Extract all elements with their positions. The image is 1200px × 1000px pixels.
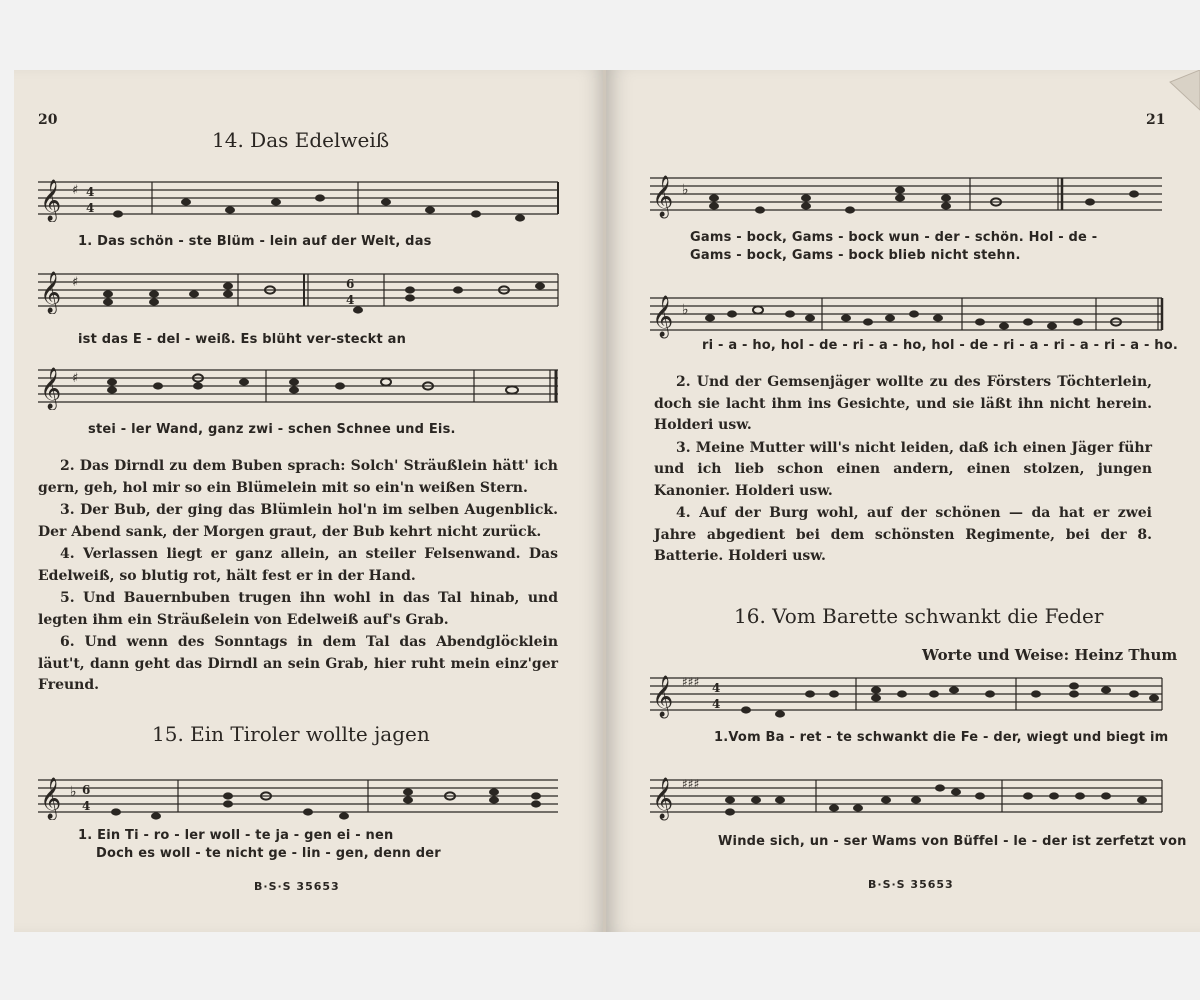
svg-text:♯♯♯: ♯♯♯: [682, 777, 700, 791]
page-number: 21: [1146, 112, 1166, 128]
song-title: 15. Ein Tiroler wollte jagen: [152, 722, 430, 746]
verse: 5. Und Bauernbuben trugen ihn wohl in das Tal hinab, und legten ihm ein Sträußelein von Edelweiß auf's Grab.: [38, 590, 558, 628]
svg-text:𝄞: 𝄞: [652, 676, 674, 717]
svg-text:♭: ♭: [682, 182, 689, 198]
lyric-line: Doch es woll - te nicht ge - lin - gen, denn der: [96, 846, 441, 861]
svg-text:𝄞: 𝄞: [40, 778, 62, 819]
svg-text:♯: ♯: [72, 275, 79, 290]
lyric-line: Gams - bock, Gams - bock wun - der - schön. Hol - de -: [690, 230, 1098, 245]
svg-text:♭: ♭: [682, 302, 689, 318]
svg-text:6: 6: [346, 277, 355, 291]
svg-text:♭: ♭: [70, 784, 77, 800]
verses-song14-cont: [654, 372, 1152, 569]
page-number: 20: [38, 112, 58, 128]
svg-text:♯: ♯: [72, 183, 79, 198]
verse: 2. Und der Gemsenjäger wollte zu des Försters Töchterlein, doch sie lacht ihm ins Gesichte, und sie läßt ihn nicht herein. Holderi usw.: [654, 374, 1152, 433]
verse: 6. Und wenn des Sonntags in dem Tal das Abendglöcklein läut't, dann geht das Dirndl an sein Grab, hier ruht mein einz'ger Freund.: [38, 634, 558, 693]
svg-text:𝄞: 𝄞: [652, 778, 674, 819]
svg-text:♯: ♯: [72, 371, 79, 386]
svg-text:𝄞: 𝄞: [40, 180, 62, 221]
lyric-line: ist das E - del - weiß. Es blüht ver-steckt an: [78, 332, 407, 347]
svg-text:6: 6: [82, 783, 91, 797]
svg-text:4: 4: [82, 799, 91, 813]
svg-text:𝄞: 𝄞: [652, 296, 674, 337]
lyric-line: 1.Vom Ba - ret - te schwankt die Fe - der, wiegt und biegt im: [714, 730, 1169, 745]
lyric-line: 1. Ein Ti - ro - ler woll - te ja - gen ei - nen: [78, 828, 394, 843]
verse: 2. Das Dirndl zu dem Buben sprach: Solch' Sträußlein hätt' ich gern, geh, hol mir so ein Blümelein mit so ein'n weißen Stern.: [38, 458, 558, 496]
right-page: [606, 70, 1200, 932]
svg-text:♯♯♯: ♯♯♯: [682, 675, 700, 689]
page-footer: B·S·S 35653: [254, 880, 340, 893]
verse: 4. Auf der Burg wohl, auf der schönen — da hat er zwei Jahre abgedient bei dem schönsten Regimente, bei der 8. Batterie. Holderi usw.: [654, 505, 1152, 564]
svg-text:𝄞: 𝄞: [40, 272, 62, 313]
lyric-line: stei - ler Wand, ganz zwi - schen Schnee und Eis.: [88, 422, 456, 437]
svg-text:4: 4: [86, 201, 95, 215]
verses-song14: [38, 456, 558, 698]
verse: 3. Der Bub, der ging das Blümlein hol'n im selben Augenblick. Der Abend sank, der Morgen graut, der Bub kehrt nicht zurück.: [38, 502, 558, 540]
music-staff: [650, 668, 1166, 724]
music-staff: [650, 168, 1166, 224]
music-staff: [38, 770, 568, 820]
svg-text:𝄞: 𝄞: [40, 368, 62, 409]
svg-text:4: 4: [86, 185, 95, 199]
song-title: 14. Das Edelweiß: [212, 128, 390, 152]
svg-text:4: 4: [712, 697, 721, 711]
music-staff: [38, 172, 568, 222]
verse: 3. Meine Mutter will's nicht leiden, daß ich einen Jäger führ und ich lieb schon einen andern, einen stolzen, jungen Kanonier. Holderi usw.: [654, 439, 1152, 499]
music-staff: [38, 360, 568, 410]
song-title: 16. Vom Barette schwankt die Feder: [734, 604, 1104, 628]
music-staff: [650, 288, 1166, 344]
songbook-spread: [0, 70, 1200, 932]
page-footer: B·S·S 35653: [868, 878, 954, 891]
music-staff: [650, 770, 1166, 826]
music-staff: [38, 264, 568, 314]
lyric-line: ri - a - ho, hol - de - ri - a - ho, hol - de - ri - a - ri - a - ri - a - ho.: [702, 338, 1179, 353]
lyric-line: Winde sich, un - ser Wams von Büffel - le - der ist zerfetzt von: [718, 834, 1187, 849]
svg-text:4: 4: [346, 293, 355, 307]
svg-text:𝄞: 𝄞: [652, 176, 674, 217]
verse: 4. Verlassen liegt er ganz allein, an steiler Felsenwand. Das Edelweiß, so blutig rot, hält fest er in der Hand.: [38, 546, 558, 584]
svg-text:4: 4: [712, 681, 721, 695]
lyric-line: 1. Das schön - ste Blüm - lein auf der Welt, das: [78, 234, 432, 249]
lyric-line: Gams - bock, Gams - bock blieb nicht stehn.: [690, 248, 1021, 263]
left-page: [14, 70, 606, 932]
song-credit: Worte und Weise: Heinz Thum: [922, 646, 1178, 664]
